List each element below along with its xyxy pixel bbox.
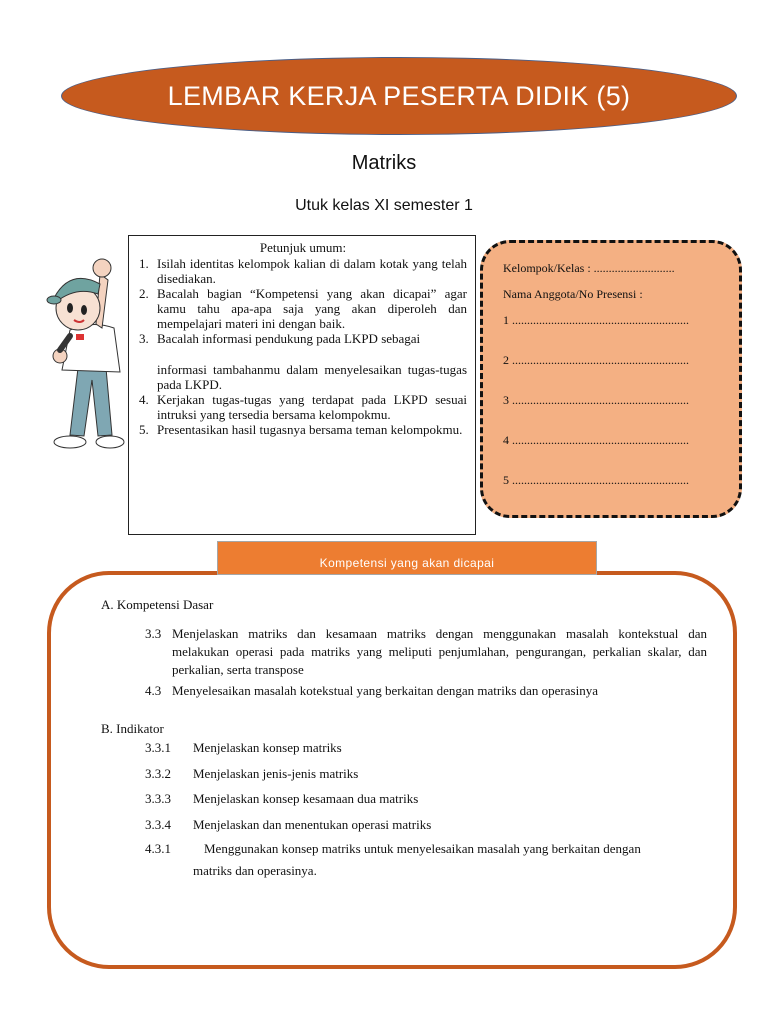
instruction-number: 3. <box>139 331 149 346</box>
member-line-4: 4 ........................................................... <box>503 433 689 447</box>
section-a-heading: A. Kompetensi Dasar <box>101 597 214 612</box>
competency-tab <box>217 541 597 575</box>
indicator-text: Menjelaskan konsep matriks <box>193 740 342 755</box>
instructions-heading: Petunjuk umum: <box>259 240 347 255</box>
member-line-3: 3 ........................................................... <box>503 393 689 407</box>
section-b-heading: B. Indikator <box>101 721 164 736</box>
indicator-code: 3.3.2 <box>145 766 171 781</box>
instruction-text: Bacalah bagian “Kompetensi yang akan dicapai” agar kamu tahu apa-apa saja yang akan diperoleh dan mempelajari materi ini dengan baik. <box>157 286 467 331</box>
instruction-item <box>139 256 467 286</box>
title-banner <box>61 57 737 135</box>
instruction-item <box>139 422 467 437</box>
indicator-code: 3.3.3 <box>145 791 171 806</box>
instructions-list <box>139 256 467 437</box>
page-title: LEMBAR KERJA PESERTA DIDIK (5) <box>167 80 631 111</box>
instruction-number: 1. <box>139 256 149 271</box>
instruction-number: 2. <box>139 286 149 301</box>
indicator-text: Menjelaskan konsep kesamaan dua matriks <box>193 791 419 806</box>
instruction-text-continued: informasi tambahanmu dalam menyelesaikan tugas-tugas pada LKPD. <box>157 362 467 392</box>
instruction-text: Isilah identitas kelompok kalian di dalam kotak yang telah disediakan. <box>157 256 467 286</box>
class-line: Utuk kelas XI semester 1 <box>295 197 473 214</box>
subtitle: Matriks <box>351 152 417 174</box>
indicator-code: 3.3.4 <box>145 817 171 832</box>
instruction-item <box>139 392 467 422</box>
indicator-text: Menggunakan konsep matriks untuk menyelesaikan masalah yang berkaitan dengan <box>204 841 641 856</box>
competency-tab-label: Kompetensi yang akan dicapai <box>319 556 495 570</box>
indicator-text-continued: matriks dan operasinya. <box>193 863 317 878</box>
kd-code: 4.3 <box>145 683 162 698</box>
indicator-code: 4.3.1 <box>145 841 171 856</box>
instruction-text: Presentasikan hasil tugasnya bersama teman kelompokmu. <box>157 422 463 437</box>
member-line-1: 1 ........................................................... <box>503 313 689 327</box>
group-class-field: Kelompok/Kelas : ........................... <box>503 261 675 275</box>
group-identity-box <box>480 240 742 518</box>
kd-code: 3.3 <box>145 626 162 641</box>
instruction-text: Bacalah informasi pendukung pada LKPD sebagai <box>157 331 421 346</box>
student-mascot-illustration <box>40 250 140 455</box>
indicator-text: Menjelaskan dan menentukan operasi matriks <box>193 817 432 832</box>
kd-text: Menjelaskan matriks dan kesamaan matriks dengan menggunakan masalah kontekstual dan melakukan operasi pada matriks yang meliputi penjumlahan, pengurangan, perkalian skalar, dan perkalian, serta transpose <box>172 626 707 677</box>
instruction-item <box>139 286 467 331</box>
instruction-text: Kerjakan tugas-tugas yang terdapat pada LKPD sesuai intruksi yang tersedia bersama kelompokmu. <box>157 392 467 422</box>
instruction-number: 4. <box>139 392 149 407</box>
instruction-item <box>139 331 467 392</box>
general-instructions-box <box>128 235 476 535</box>
indicator-code: 3.3.1 <box>145 740 171 755</box>
member-line-5: 5 ........................................................... <box>503 473 689 487</box>
instruction-number: 5. <box>139 422 149 437</box>
member-line-2: 2 ........................................................... <box>503 353 689 367</box>
members-label: Nama Anggota/No Presensi : <box>503 287 643 301</box>
indicator-text: Menjelaskan jenis-jenis matriks <box>193 766 359 781</box>
kd-text: Menyelesaikan masalah kotekstual yang berkaitan dengan matriks dan operasinya <box>172 683 598 698</box>
